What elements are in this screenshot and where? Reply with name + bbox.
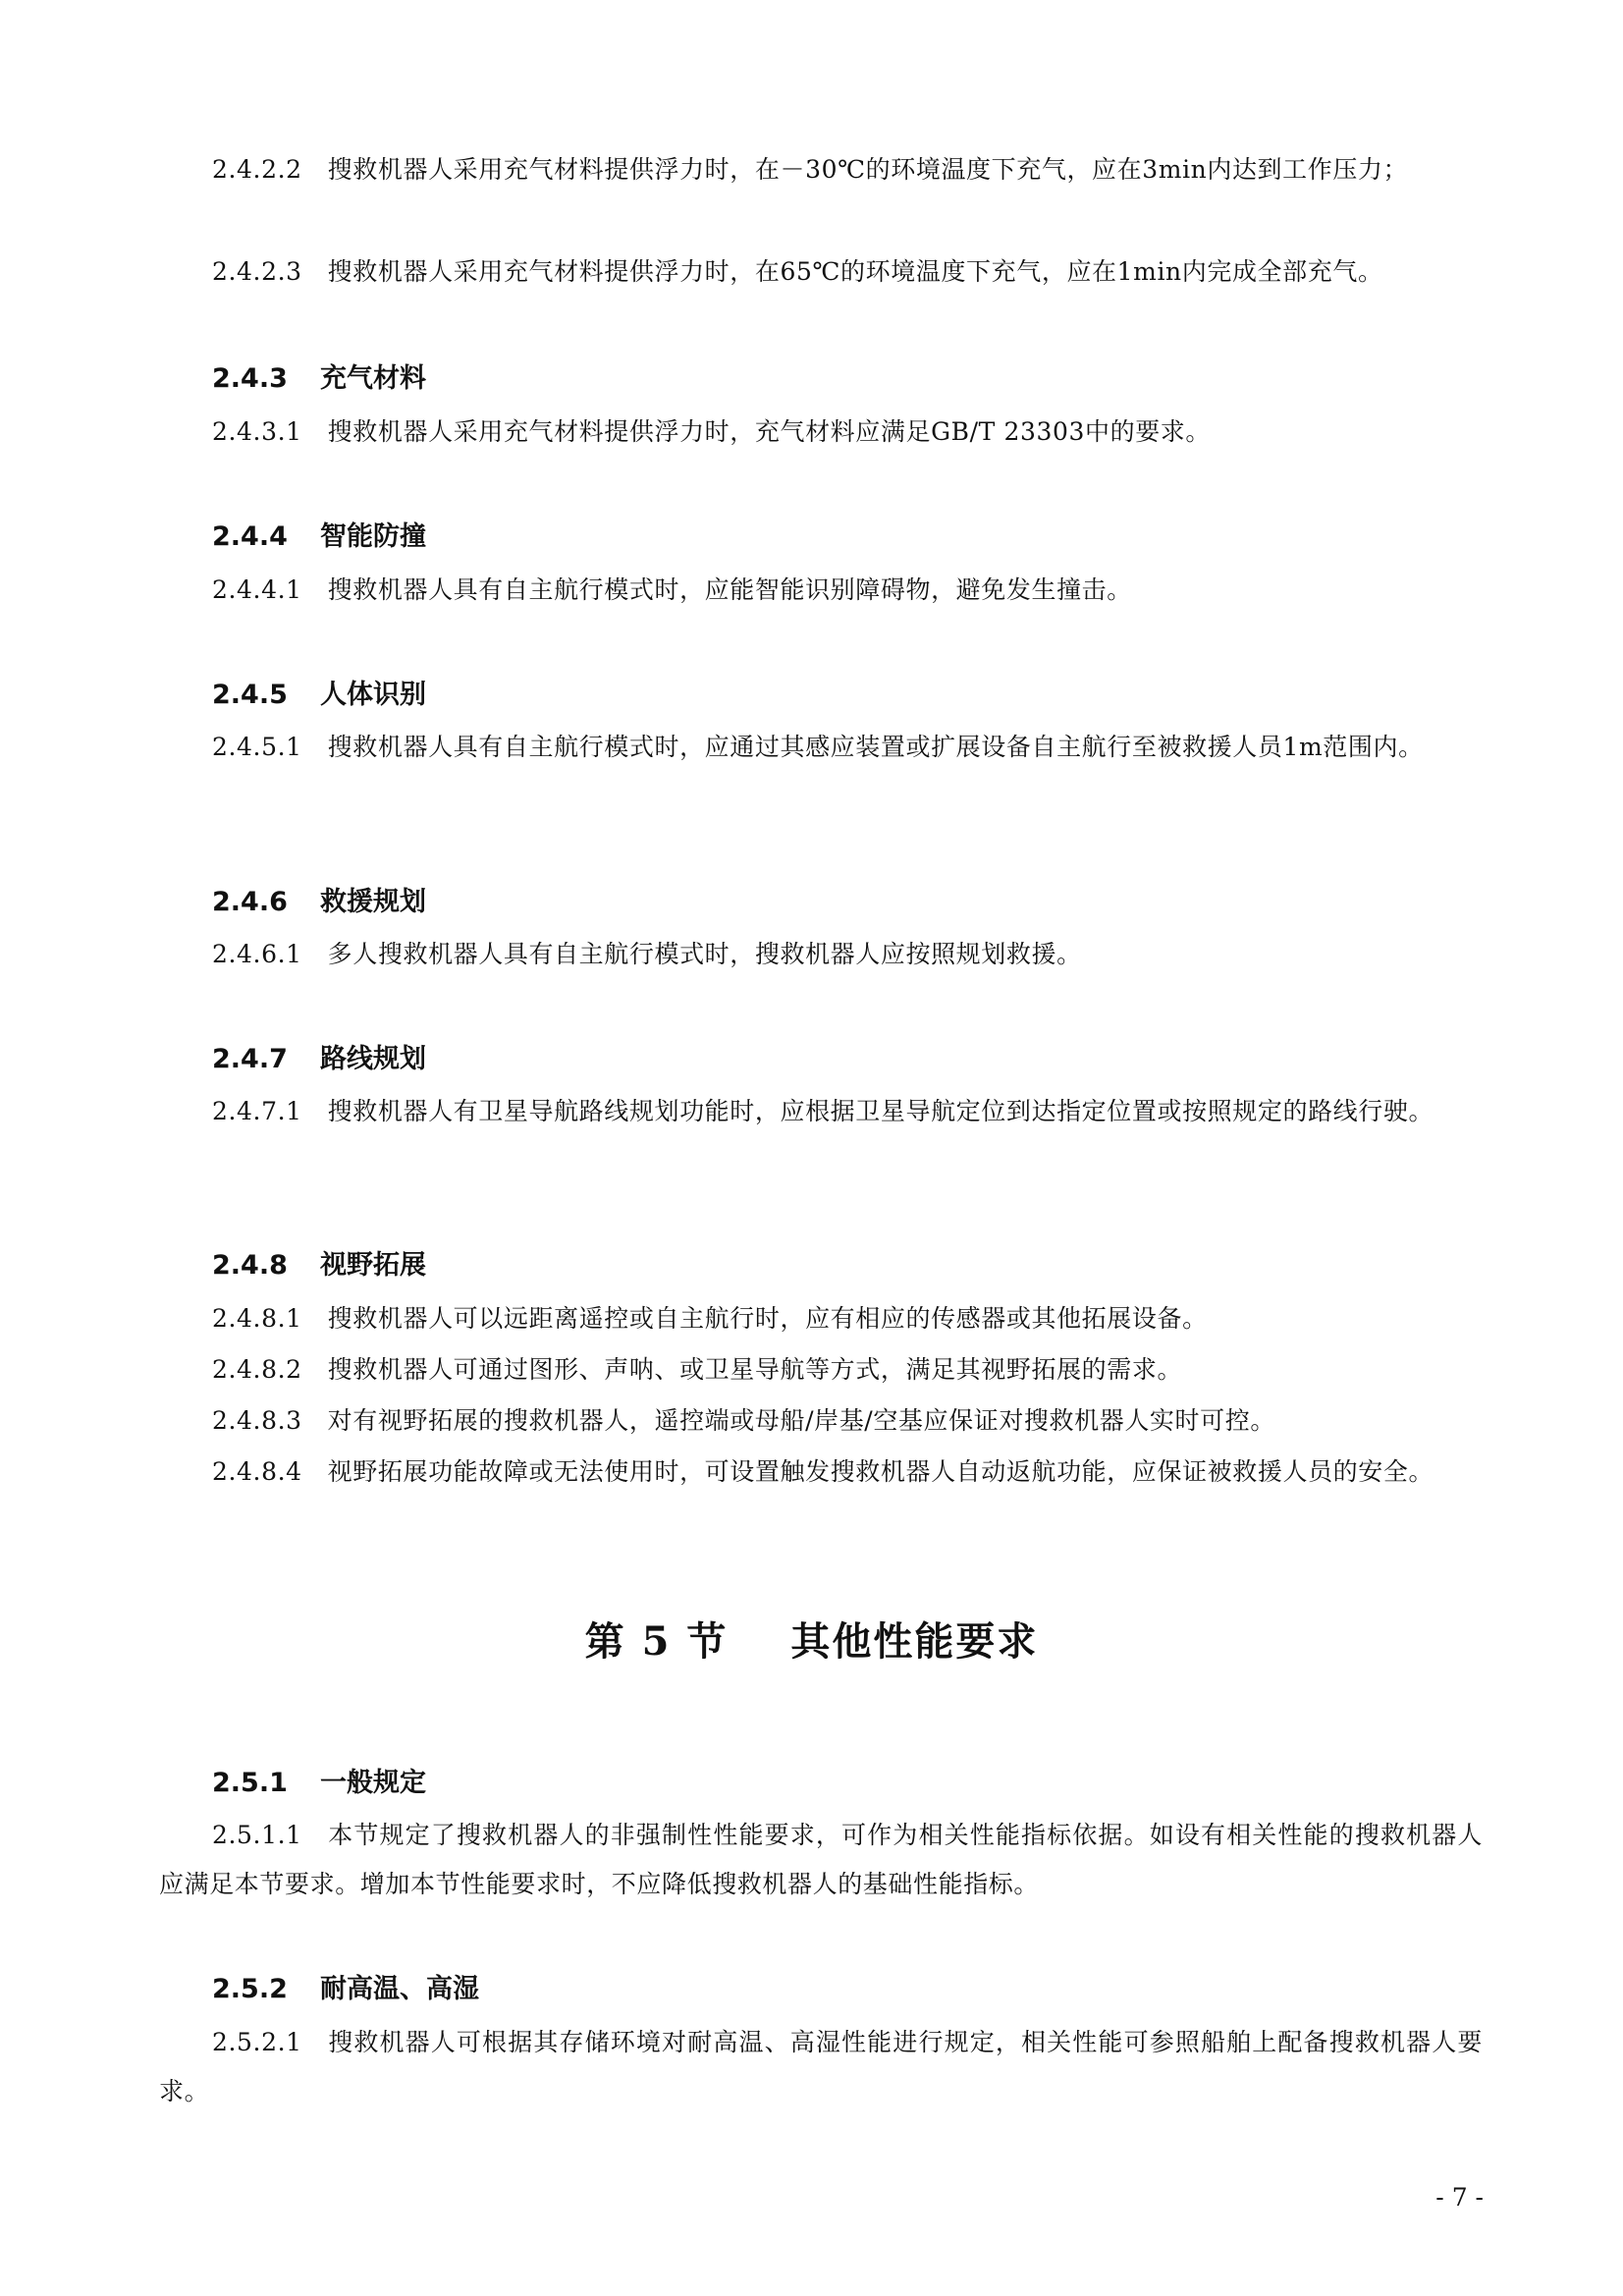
section-label: 第 5 节	[584, 1618, 729, 1665]
clause-text: 对有视野拓展的搜救机器人，遥控端或母船/岸基/空基应保证对搜救机器人实时可控。	[327, 1406, 1275, 1435]
heading-title: 路线规划	[320, 1044, 426, 1074]
clause-text: 搜救机器人采用充气材料提供浮力时，在65℃的环境温度下充气，应在1min内完成全部充气。	[327, 257, 1383, 286]
clause-2-4-7-1	[159, 1087, 1483, 1136]
heading-2-4-4	[212, 518, 426, 557]
clause-number: 2.5.1.1	[212, 1821, 302, 1849]
clause-2-4-5-1	[159, 723, 1483, 772]
clause-text: 搜救机器人采用充气材料提供浮力时，在－30℃的环境温度下充气，应在3min内达到工作压力；	[327, 155, 1409, 184]
clause-number: 2.4.8.3	[212, 1406, 302, 1435]
heading-number: 2.5.1	[212, 1768, 288, 1798]
clause-number: 2.4.2.2	[212, 155, 302, 184]
page-number: - 7 -	[1435, 2183, 1484, 2212]
clause-number: 2.5.2.1	[212, 2028, 302, 2056]
clause-number: 2.4.4.1	[212, 575, 302, 604]
clause-number: 2.4.8.1	[212, 1304, 302, 1333]
heading-title: 充气材料	[320, 363, 426, 394]
section-title	[0, 1613, 1623, 1671]
clause-number: 2.4.8.4	[212, 1457, 302, 1486]
clause-text: 搜救机器人可通过图形、声呐、或卫星导航等方式，满足其视野拓展的需求。	[327, 1355, 1183, 1384]
clause-text: 搜救机器人具有自主航行模式时，应能智能识别障碍物，避免发生撞击。	[327, 575, 1132, 604]
heading-title: 一般规定	[320, 1768, 426, 1798]
clause-2-4-4-1	[159, 566, 1483, 615]
section-name: 其他性能要求	[790, 1618, 1039, 1665]
clause-number: 2.4.3.1	[212, 417, 302, 446]
clause-2-4-2-3	[159, 247, 1483, 297]
heading-2-4-8	[212, 1246, 426, 1285]
heading-2-5-1	[212, 1764, 426, 1803]
heading-number: 2.4.4	[212, 521, 288, 552]
heading-2-4-5	[212, 676, 426, 715]
heading-number: 2.4.6	[212, 887, 288, 917]
heading-title: 耐高温、高湿	[320, 1974, 479, 2004]
clause-text: 搜救机器人可根据其存储环境对耐高温、高湿性能进行规定，相关性能可参照船舶上配备搜救机器人要求。	[159, 2028, 1483, 2105]
clause-text: 搜救机器人采用充气材料提供浮力时，充气材料应满足GB/T 23303中的要求。	[327, 417, 1211, 446]
clause-2-4-8-3	[159, 1396, 1483, 1446]
clause-2-4-8-1	[159, 1294, 1483, 1343]
clause-text: 搜救机器人可以远距离遥控或自主航行时，应有相应的传感器或其他拓展设备。	[327, 1304, 1208, 1333]
heading-number: 2.4.5	[212, 680, 288, 710]
clause-2-5-1-1	[159, 1811, 1483, 1909]
heading-number: 2.5.2	[212, 1974, 288, 2004]
clause-2-4-3-1	[159, 408, 1483, 457]
clause-2-4-8-4	[159, 1448, 1483, 1497]
heading-2-4-7	[212, 1040, 426, 1079]
clause-number: 2.4.7.1	[212, 1097, 302, 1125]
heading-number: 2.4.3	[212, 363, 288, 394]
heading-title: 人体识别	[320, 680, 426, 710]
clause-number: 2.4.6.1	[212, 940, 302, 968]
clause-text: 搜救机器人有卫星导航路线规划功能时，应根据卫星导航定位到达指定位置或按照规定的路线行驶。	[327, 1097, 1434, 1125]
clause-2-4-8-2	[159, 1345, 1483, 1394]
heading-number: 2.4.7	[212, 1044, 288, 1074]
heading-title: 救援规划	[320, 887, 426, 917]
heading-2-5-2	[212, 1970, 479, 2009]
heading-title: 视野拓展	[320, 1250, 426, 1281]
clause-2-4-2-2	[159, 145, 1483, 194]
clause-2-5-2-1	[159, 2018, 1483, 2116]
heading-2-4-3	[212, 359, 426, 399]
clause-number: 2.4.2.3	[212, 257, 302, 286]
clause-2-4-6-1	[159, 930, 1483, 979]
clause-text: 本节规定了搜救机器人的非强制性性能要求，可作为相关性能指标依据。如设有相关性能的搜救机器人应满足本节要求。增加本节性能要求时，不应降低搜救机器人的基础性能指标。	[159, 1821, 1483, 1898]
heading-2-4-6	[212, 883, 426, 922]
heading-title: 智能防撞	[320, 521, 426, 552]
clause-text: 搜救机器人具有自主航行模式时，应通过其感应装置或扩展设备自主航行至被救援人员1m范围内。	[327, 733, 1424, 761]
clause-text: 多人搜救机器人具有自主航行模式时，搜救机器人应按照规划救援。	[327, 940, 1082, 968]
clause-text: 视野拓展功能故障或无法使用时，可设置触发搜救机器人自动返航功能，应保证被救援人员的安全。	[327, 1457, 1434, 1486]
heading-number: 2.4.8	[212, 1250, 288, 1281]
clause-number: 2.4.8.2	[212, 1355, 302, 1384]
clause-number: 2.4.5.1	[212, 733, 302, 761]
